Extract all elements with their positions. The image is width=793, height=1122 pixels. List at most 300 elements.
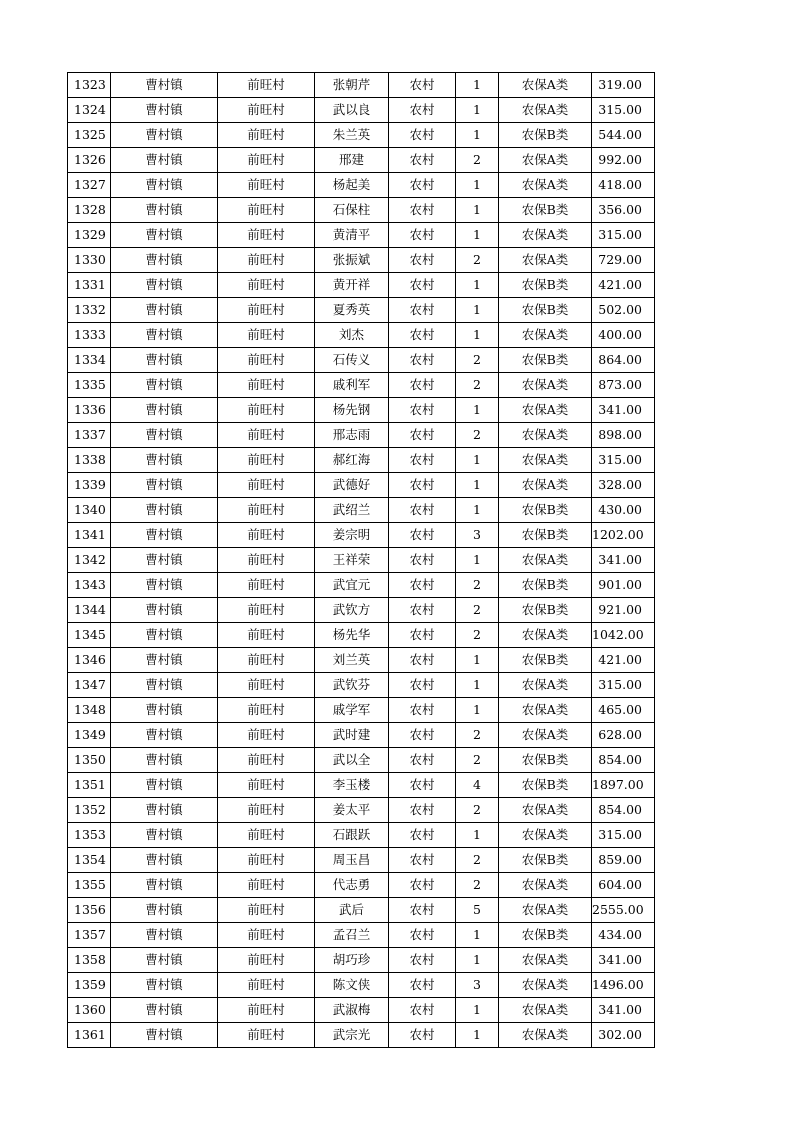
amount-cell: 341.00 (592, 948, 655, 973)
name-cell: 邢建 (315, 148, 389, 173)
name-cell: 刘兰英 (315, 648, 389, 673)
amount-cell: 315.00 (592, 673, 655, 698)
amount-cell: 901.00 (592, 573, 655, 598)
town-cell: 曹村镇 (111, 448, 218, 473)
table-row (68, 998, 655, 1023)
name-cell: 代志勇 (315, 873, 389, 898)
insurance-class-cell: 农保A类 (499, 1023, 592, 1048)
household-type-cell: 农村 (389, 473, 456, 498)
name-cell: 戚利军 (315, 373, 389, 398)
amount-cell: 315.00 (592, 448, 655, 473)
row-number: 1357 (68, 923, 111, 948)
amount-cell: 628.00 (592, 723, 655, 748)
insurance-class-cell: 农保A类 (499, 73, 592, 98)
insurance-class-cell: 农保A类 (499, 448, 592, 473)
row-number: 1361 (68, 1023, 111, 1048)
village-cell: 前旺村 (218, 473, 315, 498)
insurance-class-cell: 农保A类 (499, 998, 592, 1023)
table-row (68, 873, 655, 898)
village-cell: 前旺村 (218, 198, 315, 223)
village-cell: 前旺村 (218, 298, 315, 323)
village-cell: 前旺村 (218, 923, 315, 948)
household-type-cell: 农村 (389, 648, 456, 673)
name-cell: 杨先华 (315, 623, 389, 648)
row-number: 1350 (68, 748, 111, 773)
amount-cell: 873.00 (592, 373, 655, 398)
household-type-cell: 农村 (389, 573, 456, 598)
table-row (68, 923, 655, 948)
insurance-class-cell: 农保A类 (499, 248, 592, 273)
insurance-class-cell: 农保A类 (499, 323, 592, 348)
household-type-cell: 农村 (389, 598, 456, 623)
village-cell: 前旺村 (218, 73, 315, 98)
town-cell: 曹村镇 (111, 973, 218, 998)
table-row (68, 548, 655, 573)
people-count-cell: 1 (456, 648, 499, 673)
insurance-class-cell: 农保B类 (499, 748, 592, 773)
people-count-cell: 1 (456, 1023, 499, 1048)
name-cell: 武绍兰 (315, 498, 389, 523)
row-number: 1335 (68, 373, 111, 398)
table-body (68, 73, 655, 1048)
row-number: 1348 (68, 698, 111, 723)
people-count-cell: 1 (456, 823, 499, 848)
row-number: 1353 (68, 823, 111, 848)
village-cell: 前旺村 (218, 123, 315, 148)
table-row (68, 423, 655, 448)
table-row (68, 1023, 655, 1048)
insurance-class-cell: 农保B类 (499, 123, 592, 148)
people-count-cell: 1 (456, 948, 499, 973)
name-cell: 武钦芬 (315, 673, 389, 698)
row-number: 1331 (68, 273, 111, 298)
amount-cell: 341.00 (592, 398, 655, 423)
amount-cell: 854.00 (592, 748, 655, 773)
household-type-cell: 农村 (389, 373, 456, 398)
town-cell: 曹村镇 (111, 723, 218, 748)
people-count-cell: 2 (456, 848, 499, 873)
insurance-class-cell: 农保A类 (499, 948, 592, 973)
town-cell: 曹村镇 (111, 98, 218, 123)
amount-cell: 356.00 (592, 198, 655, 223)
table-row (68, 373, 655, 398)
people-count-cell: 1 (456, 498, 499, 523)
name-cell: 姜太平 (315, 798, 389, 823)
row-number: 1333 (68, 323, 111, 348)
insurance-class-cell: 农保B类 (499, 648, 592, 673)
row-number: 1343 (68, 573, 111, 598)
household-type-cell: 农村 (389, 798, 456, 823)
people-count-cell: 2 (456, 573, 499, 598)
insurance-class-cell: 农保A类 (499, 473, 592, 498)
household-type-cell: 农村 (389, 623, 456, 648)
insurance-class-cell: 农保B类 (499, 498, 592, 523)
amount-cell: 315.00 (592, 823, 655, 848)
name-cell: 武后 (315, 898, 389, 923)
table-row (68, 498, 655, 523)
household-type-cell: 农村 (389, 323, 456, 348)
town-cell: 曹村镇 (111, 748, 218, 773)
row-number: 1358 (68, 948, 111, 973)
people-count-cell: 1 (456, 273, 499, 298)
town-cell: 曹村镇 (111, 998, 218, 1023)
town-cell: 曹村镇 (111, 373, 218, 398)
name-cell: 朱兰英 (315, 123, 389, 148)
insurance-class-cell: 农保B类 (499, 773, 592, 798)
town-cell: 曹村镇 (111, 573, 218, 598)
table-row (68, 798, 655, 823)
name-cell: 孟召兰 (315, 923, 389, 948)
row-number: 1336 (68, 398, 111, 423)
household-type-cell: 农村 (389, 973, 456, 998)
town-cell: 曹村镇 (111, 73, 218, 98)
village-cell: 前旺村 (218, 448, 315, 473)
name-cell: 邢志雨 (315, 423, 389, 448)
row-number: 1326 (68, 148, 111, 173)
town-cell: 曹村镇 (111, 623, 218, 648)
table-row (68, 723, 655, 748)
insurance-class-cell: 农保A类 (499, 223, 592, 248)
people-count-cell: 1 (456, 473, 499, 498)
table-row (68, 73, 655, 98)
row-number: 1354 (68, 848, 111, 873)
town-cell: 曹村镇 (111, 298, 218, 323)
table-row (68, 523, 655, 548)
household-type-cell: 农村 (389, 298, 456, 323)
name-cell: 武钦方 (315, 598, 389, 623)
household-type-cell: 农村 (389, 148, 456, 173)
name-cell: 李玉楼 (315, 773, 389, 798)
household-type-cell: 农村 (389, 998, 456, 1023)
village-cell: 前旺村 (218, 248, 315, 273)
household-type-cell: 农村 (389, 523, 456, 548)
row-number: 1323 (68, 73, 111, 98)
people-count-cell: 1 (456, 198, 499, 223)
row-number: 1345 (68, 623, 111, 648)
row-number: 1327 (68, 173, 111, 198)
village-cell: 前旺村 (218, 548, 315, 573)
table-row (68, 848, 655, 873)
name-cell: 杨先钢 (315, 398, 389, 423)
row-number: 1339 (68, 473, 111, 498)
household-type-cell: 农村 (389, 248, 456, 273)
amount-cell: 729.00 (592, 248, 655, 273)
village-cell: 前旺村 (218, 348, 315, 373)
household-type-cell: 农村 (389, 73, 456, 98)
row-number: 1344 (68, 598, 111, 623)
people-count-cell: 1 (456, 123, 499, 148)
people-count-cell: 2 (456, 148, 499, 173)
village-cell: 前旺村 (218, 273, 315, 298)
household-type-cell: 农村 (389, 723, 456, 748)
village-cell: 前旺村 (218, 573, 315, 598)
amount-cell: 864.00 (592, 348, 655, 373)
name-cell: 王祥荣 (315, 548, 389, 573)
row-number: 1346 (68, 648, 111, 673)
insurance-class-cell: 农保B类 (499, 523, 592, 548)
town-cell: 曹村镇 (111, 348, 218, 373)
insurance-class-cell: 农保A类 (499, 173, 592, 198)
town-cell: 曹村镇 (111, 598, 218, 623)
town-cell: 曹村镇 (111, 323, 218, 348)
insurance-class-cell: 农保A类 (499, 148, 592, 173)
household-type-cell: 农村 (389, 448, 456, 473)
household-type-cell: 农村 (389, 348, 456, 373)
name-cell: 石传义 (315, 348, 389, 373)
village-cell: 前旺村 (218, 373, 315, 398)
row-number: 1352 (68, 798, 111, 823)
table-row (68, 398, 655, 423)
amount-cell: 434.00 (592, 923, 655, 948)
insurance-class-cell: 农保B类 (499, 598, 592, 623)
name-cell: 张朝芹 (315, 73, 389, 98)
town-cell: 曹村镇 (111, 523, 218, 548)
row-number: 1359 (68, 973, 111, 998)
amount-cell: 302.00 (592, 1023, 655, 1048)
insurance-class-cell: 农保B类 (499, 848, 592, 873)
people-count-cell: 1 (456, 173, 499, 198)
amount-cell: 315.00 (592, 98, 655, 123)
village-cell: 前旺村 (218, 998, 315, 1023)
amount-cell: 400.00 (592, 323, 655, 348)
town-cell: 曹村镇 (111, 823, 218, 848)
people-count-cell: 1 (456, 998, 499, 1023)
people-count-cell: 3 (456, 523, 499, 548)
town-cell: 曹村镇 (111, 398, 218, 423)
name-cell: 武时建 (315, 723, 389, 748)
name-cell: 武淑梅 (315, 998, 389, 1023)
people-count-cell: 1 (456, 98, 499, 123)
data-table (67, 72, 655, 1048)
village-cell: 前旺村 (218, 848, 315, 873)
amount-cell: 430.00 (592, 498, 655, 523)
row-number: 1340 (68, 498, 111, 523)
table-row (68, 248, 655, 273)
amount-cell: 502.00 (592, 298, 655, 323)
insurance-class-cell: 农保A类 (499, 623, 592, 648)
row-number: 1349 (68, 723, 111, 748)
table-row (68, 948, 655, 973)
table-row (68, 148, 655, 173)
amount-cell: 1042.00 (592, 623, 655, 648)
table-row (68, 273, 655, 298)
table-row (68, 898, 655, 923)
village-cell: 前旺村 (218, 973, 315, 998)
table-row (68, 123, 655, 148)
name-cell: 武以良 (315, 98, 389, 123)
town-cell: 曹村镇 (111, 173, 218, 198)
household-type-cell: 农村 (389, 223, 456, 248)
name-cell: 张振斌 (315, 248, 389, 273)
household-type-cell: 农村 (389, 848, 456, 873)
table-row (68, 623, 655, 648)
household-type-cell: 农村 (389, 423, 456, 448)
town-cell: 曹村镇 (111, 1023, 218, 1048)
town-cell: 曹村镇 (111, 798, 218, 823)
row-number: 1342 (68, 548, 111, 573)
village-cell: 前旺村 (218, 398, 315, 423)
insurance-class-cell: 农保A类 (499, 798, 592, 823)
town-cell: 曹村镇 (111, 898, 218, 923)
household-type-cell: 农村 (389, 773, 456, 798)
village-cell: 前旺村 (218, 648, 315, 673)
amount-cell: 465.00 (592, 698, 655, 723)
name-cell: 胡巧珍 (315, 948, 389, 973)
town-cell: 曹村镇 (111, 673, 218, 698)
people-count-cell: 1 (456, 673, 499, 698)
town-cell: 曹村镇 (111, 923, 218, 948)
amount-cell: 544.00 (592, 123, 655, 148)
table-row (68, 198, 655, 223)
amount-cell: 341.00 (592, 998, 655, 1023)
village-cell: 前旺村 (218, 623, 315, 648)
amount-cell: 328.00 (592, 473, 655, 498)
table-row (68, 698, 655, 723)
village-cell: 前旺村 (218, 523, 315, 548)
name-cell: 杨起美 (315, 173, 389, 198)
name-cell: 陈文侠 (315, 973, 389, 998)
people-count-cell: 2 (456, 248, 499, 273)
people-count-cell: 1 (456, 298, 499, 323)
name-cell: 武德好 (315, 473, 389, 498)
amount-cell: 898.00 (592, 423, 655, 448)
town-cell: 曹村镇 (111, 198, 218, 223)
name-cell: 周玉昌 (315, 848, 389, 873)
town-cell: 曹村镇 (111, 548, 218, 573)
insurance-class-cell: 农保A类 (499, 373, 592, 398)
household-type-cell: 农村 (389, 923, 456, 948)
village-cell: 前旺村 (218, 773, 315, 798)
row-number: 1356 (68, 898, 111, 923)
name-cell: 石保柱 (315, 198, 389, 223)
household-type-cell: 农村 (389, 123, 456, 148)
insurance-class-cell: 农保A类 (499, 548, 592, 573)
name-cell: 黄清平 (315, 223, 389, 248)
amount-cell: 2555.00 (592, 898, 655, 923)
village-cell: 前旺村 (218, 798, 315, 823)
table-row (68, 573, 655, 598)
amount-cell: 421.00 (592, 648, 655, 673)
town-cell: 曹村镇 (111, 648, 218, 673)
amount-cell: 1496.00 (592, 973, 655, 998)
row-number: 1341 (68, 523, 111, 548)
people-count-cell: 4 (456, 773, 499, 798)
household-type-cell: 农村 (389, 548, 456, 573)
insurance-class-cell: 农保B类 (499, 273, 592, 298)
town-cell: 曹村镇 (111, 248, 218, 273)
table-row (68, 223, 655, 248)
amount-cell: 1897.00 (592, 773, 655, 798)
insurance-class-cell: 农保A类 (499, 873, 592, 898)
row-number: 1325 (68, 123, 111, 148)
household-type-cell: 农村 (389, 823, 456, 848)
people-count-cell: 2 (456, 723, 499, 748)
household-type-cell: 农村 (389, 173, 456, 198)
people-count-cell: 2 (456, 423, 499, 448)
row-number: 1337 (68, 423, 111, 448)
village-cell: 前旺村 (218, 498, 315, 523)
village-cell: 前旺村 (218, 223, 315, 248)
village-cell: 前旺村 (218, 873, 315, 898)
insurance-class-cell: 农保A类 (499, 398, 592, 423)
household-type-cell: 农村 (389, 873, 456, 898)
village-cell: 前旺村 (218, 948, 315, 973)
village-cell: 前旺村 (218, 748, 315, 773)
insurance-class-cell: 农保A类 (499, 898, 592, 923)
insurance-class-cell: 农保A类 (499, 673, 592, 698)
people-count-cell: 2 (456, 748, 499, 773)
row-number: 1360 (68, 998, 111, 1023)
people-count-cell: 3 (456, 973, 499, 998)
table-row (68, 348, 655, 373)
household-type-cell: 农村 (389, 398, 456, 423)
name-cell: 黄开祥 (315, 273, 389, 298)
household-type-cell: 农村 (389, 748, 456, 773)
name-cell: 姜宗明 (315, 523, 389, 548)
table-row (68, 298, 655, 323)
town-cell: 曹村镇 (111, 473, 218, 498)
amount-cell: 854.00 (592, 798, 655, 823)
town-cell: 曹村镇 (111, 698, 218, 723)
name-cell: 武宜元 (315, 573, 389, 598)
village-cell: 前旺村 (218, 148, 315, 173)
town-cell: 曹村镇 (111, 948, 218, 973)
insurance-class-cell: 农保B类 (499, 298, 592, 323)
town-cell: 曹村镇 (111, 123, 218, 148)
town-cell: 曹村镇 (111, 423, 218, 448)
amount-cell: 859.00 (592, 848, 655, 873)
insurance-class-cell: 农保B类 (499, 198, 592, 223)
people-count-cell: 1 (456, 323, 499, 348)
household-type-cell: 农村 (389, 273, 456, 298)
people-count-cell: 1 (456, 223, 499, 248)
row-number: 1338 (68, 448, 111, 473)
insurance-class-cell: 农保A类 (499, 423, 592, 448)
row-number: 1324 (68, 98, 111, 123)
people-count-cell: 2 (456, 623, 499, 648)
insurance-class-cell: 农保B类 (499, 923, 592, 948)
village-cell: 前旺村 (218, 173, 315, 198)
town-cell: 曹村镇 (111, 273, 218, 298)
insurance-class-cell: 农保A类 (499, 98, 592, 123)
people-count-cell: 2 (456, 598, 499, 623)
village-cell: 前旺村 (218, 1023, 315, 1048)
village-cell: 前旺村 (218, 423, 315, 448)
table-row (68, 673, 655, 698)
town-cell: 曹村镇 (111, 773, 218, 798)
name-cell: 武宗光 (315, 1023, 389, 1048)
amount-cell: 315.00 (592, 223, 655, 248)
table-row (68, 648, 655, 673)
town-cell: 曹村镇 (111, 223, 218, 248)
table-row (68, 973, 655, 998)
amount-cell: 992.00 (592, 148, 655, 173)
people-count-cell: 2 (456, 348, 499, 373)
row-number: 1351 (68, 773, 111, 798)
village-cell: 前旺村 (218, 98, 315, 123)
village-cell: 前旺村 (218, 823, 315, 848)
row-number: 1328 (68, 198, 111, 223)
row-number: 1334 (68, 348, 111, 373)
row-number: 1330 (68, 248, 111, 273)
household-type-cell: 农村 (389, 948, 456, 973)
household-type-cell: 农村 (389, 898, 456, 923)
people-count-cell: 1 (456, 398, 499, 423)
people-count-cell: 1 (456, 923, 499, 948)
name-cell: 武以全 (315, 748, 389, 773)
table-row (68, 323, 655, 348)
table-row (68, 448, 655, 473)
